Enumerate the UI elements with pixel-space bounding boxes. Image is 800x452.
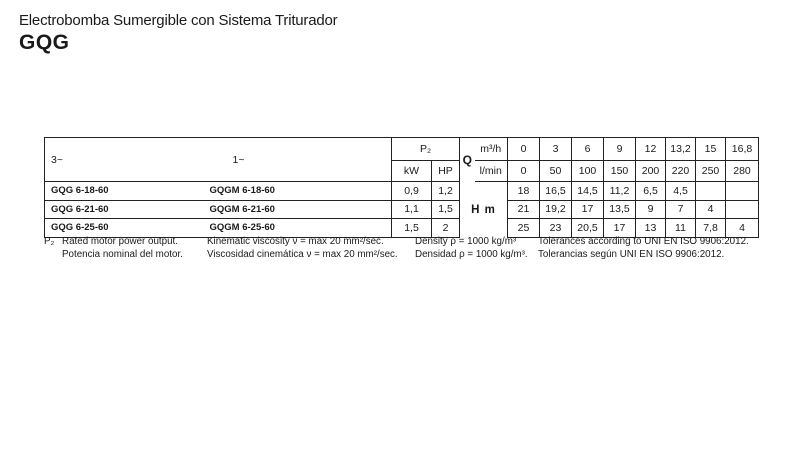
flow-m3h-cell: 16,8 — [726, 138, 759, 161]
page-subtitle: Electrobomba Sumergible con Sistema Triturador — [19, 12, 338, 29]
header-unit-m3h: m³/h — [475, 138, 508, 161]
model-single-phase: GQGM 6-18-60 — [200, 182, 392, 201]
note-tolerance-es: Tolerancias según UNI EN ISO 9906:2012. — [538, 248, 725, 260]
flow-m3h-cell: 3 — [540, 138, 572, 161]
head-cell: 20,5 — [572, 219, 604, 238]
head-cell: 13,5 — [604, 200, 636, 219]
note-p2-symbol: P₂ — [44, 236, 55, 247]
head-cell: 4 — [726, 219, 759, 238]
flow-lmin-cell: 0 — [508, 161, 540, 182]
header-q: Q — [460, 138, 475, 182]
head-cell: 4 — [696, 200, 726, 219]
note-power-es: Potencia nominal del motor. — [62, 248, 183, 260]
head-cell — [696, 182, 726, 201]
head-cell: 11 — [666, 219, 696, 238]
note-tolerance — [538, 236, 749, 261]
flow-lmin-cell: 220 — [666, 161, 696, 182]
table-row — [45, 182, 759, 201]
head-cell: 7,8 — [696, 219, 726, 238]
model-single-phase: GQGM 6-21-60 — [200, 200, 392, 219]
power-hp: 2 — [432, 219, 460, 238]
head-cell: 25 — [508, 219, 540, 238]
note-density — [415, 236, 528, 261]
head-cell: 6,5 — [636, 182, 666, 201]
flow-lmin-cell: 250 — [696, 161, 726, 182]
flow-m3h-cell: 15 — [696, 138, 726, 161]
page-title: GQG — [19, 31, 70, 54]
performance-table — [44, 137, 759, 238]
head-cell: 19,2 — [540, 200, 572, 219]
head-cell: 17 — [572, 200, 604, 219]
note-power — [62, 236, 183, 261]
head-cell — [726, 182, 759, 201]
note-tolerance-en: Tolerances according to UNI EN ISO 9906:2012. — [538, 236, 749, 247]
head-cell: 18 — [508, 182, 540, 201]
header-h: H m — [460, 182, 508, 238]
head-cell: 23 — [540, 219, 572, 238]
power-kw: 1,1 — [392, 200, 432, 219]
header-kw: kW — [392, 161, 432, 182]
header-single-phase: 1~ — [200, 138, 392, 182]
head-cell: 16,5 — [540, 182, 572, 201]
note-viscosity-es: Viscosidad cinemática ν = max 20 mm²/sec. — [207, 248, 398, 260]
power-hp: 1,2 — [432, 182, 460, 201]
flow-lmin-cell: 50 — [540, 161, 572, 182]
flow-m3h-cell: 9 — [604, 138, 636, 161]
power-kw: 1,5 — [392, 219, 432, 238]
flow-lmin-cell: 100 — [572, 161, 604, 182]
flow-m3h-cell: 12 — [636, 138, 666, 161]
head-cell: 13 — [636, 219, 666, 238]
head-cell: 14,5 — [572, 182, 604, 201]
header-three-phase: 3~ — [45, 138, 200, 182]
note-viscosity-en: Kinematic viscosity ν = max 20 mm²/sec. — [207, 236, 384, 247]
header-unit-lmin: l/min — [475, 161, 508, 182]
table-row — [45, 219, 759, 238]
head-cell: 7 — [666, 200, 696, 219]
note-density-es: Densidad ρ = 1000 kg/m³. — [415, 248, 528, 260]
model-three-phase: GQG 6-21-60 — [45, 200, 200, 219]
flow-lmin-cell: 200 — [636, 161, 666, 182]
header-hp: HP — [432, 161, 460, 182]
head-cell — [726, 200, 759, 219]
head-cell: 17 — [604, 219, 636, 238]
head-cell: 21 — [508, 200, 540, 219]
head-cell: 9 — [636, 200, 666, 219]
flow-m3h-cell: 6 — [572, 138, 604, 161]
note-power-en: Rated motor power output. — [62, 236, 178, 247]
model-single-phase: GQGM 6-25-60 — [200, 219, 392, 238]
flow-m3h-cell: 13,2 — [666, 138, 696, 161]
head-cell: 4,5 — [666, 182, 696, 201]
model-three-phase: GQG 6-25-60 — [45, 219, 200, 238]
power-hp: 1,5 — [432, 200, 460, 219]
note-viscosity — [207, 236, 398, 261]
model-three-phase: GQG 6-18-60 — [45, 182, 200, 201]
flow-lmin-cell: 150 — [604, 161, 636, 182]
note-density-en: Density ρ = 1000 kg/m³ — [415, 236, 517, 247]
power-kw: 0,9 — [392, 182, 432, 201]
header-p2: P₂ — [392, 138, 460, 161]
head-cell: 11,2 — [604, 182, 636, 201]
flow-lmin-cell: 280 — [726, 161, 759, 182]
table-row — [45, 200, 759, 219]
flow-m3h-cell: 0 — [508, 138, 540, 161]
